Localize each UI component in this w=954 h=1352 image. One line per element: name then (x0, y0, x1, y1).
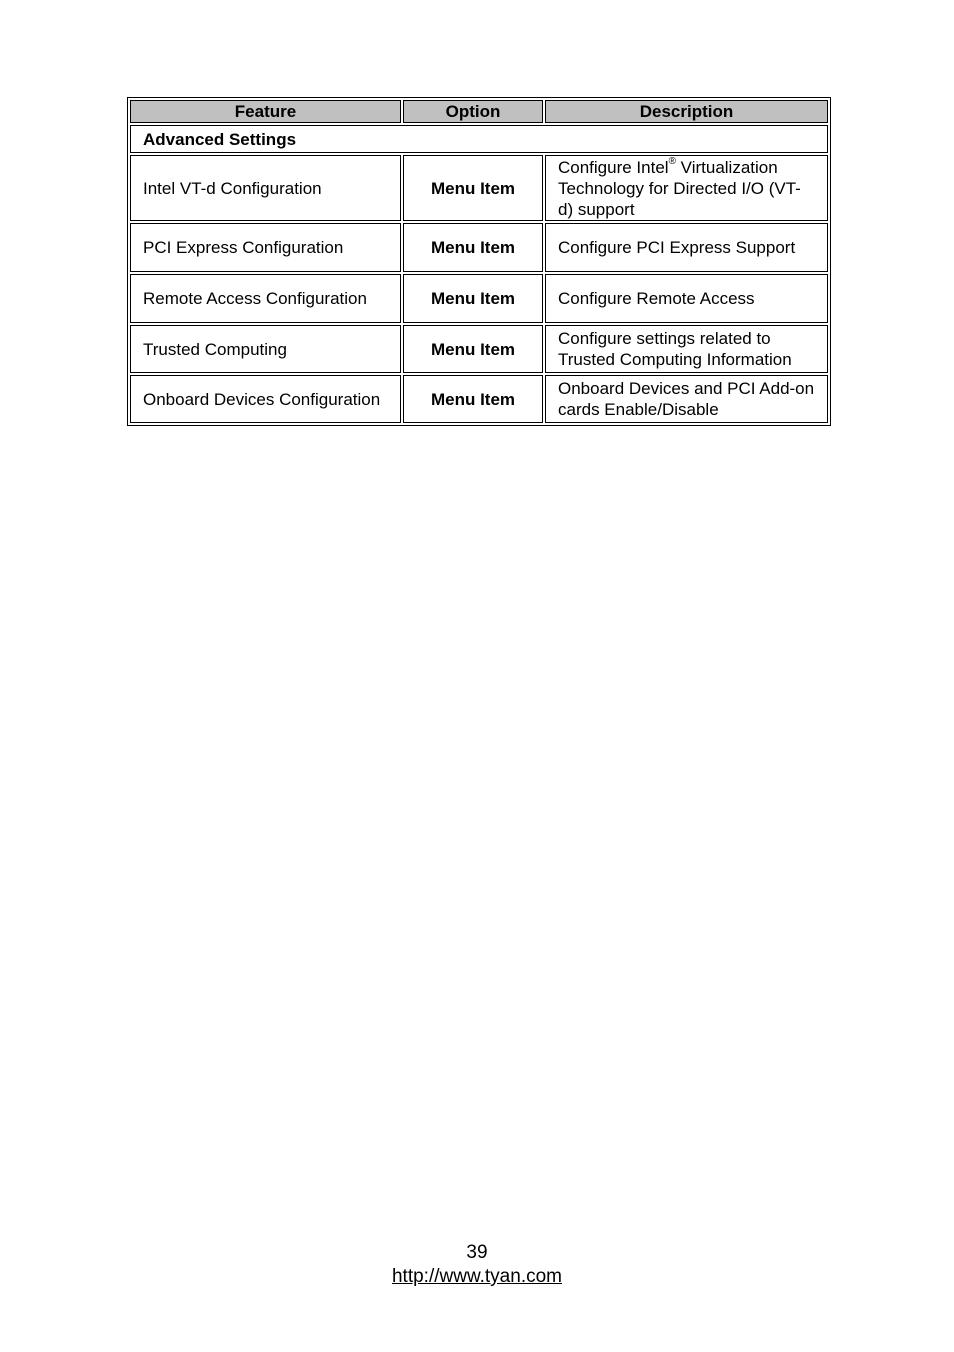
header-feature: Feature (130, 100, 401, 123)
feature-cell: PCI Express Configuration (130, 223, 401, 272)
description-cell (545, 155, 828, 221)
feature-table (127, 97, 831, 426)
page-number: 39 (466, 1242, 488, 1263)
table-row (130, 223, 828, 272)
description-cell: Configure PCI Express Support (545, 223, 828, 272)
option-cell: Menu Item (403, 155, 543, 221)
feature-cell: Onboard Devices Configuration (130, 375, 401, 423)
footer-link[interactable]: http://www.tyan.com (391, 1266, 562, 1287)
header-description: Description (545, 100, 828, 123)
registered-mark: ® (668, 155, 676, 167)
feature-cell: Intel VT-d Configuration (130, 155, 401, 221)
section-row (130, 125, 828, 153)
feature-cell: Remote Access Configuration (130, 274, 401, 323)
description-text: Virtualization Technology for Directed I/O (VT-d) support (558, 157, 801, 219)
table-row (130, 155, 828, 221)
feature-cell: Trusted Computing (130, 325, 401, 373)
option-cell: Menu Item (403, 223, 543, 272)
table-row (130, 375, 828, 423)
description-cell: Onboard Devices and PCI Add-on cards Enable/Disable (545, 375, 828, 423)
table-row (130, 325, 828, 373)
option-cell: Menu Item (403, 274, 543, 323)
table-row (130, 274, 828, 323)
option-cell: Menu Item (403, 325, 543, 373)
description-cell: Configure Remote Access (545, 274, 828, 323)
description-text: Configure Intel (558, 157, 669, 177)
section-title: Advanced Settings (130, 125, 828, 153)
option-cell: Menu Item (403, 375, 543, 423)
description-cell: Configure settings related to Trusted Computing Information (545, 325, 828, 373)
header-option: Option (403, 100, 543, 123)
table-header-row (130, 100, 828, 123)
